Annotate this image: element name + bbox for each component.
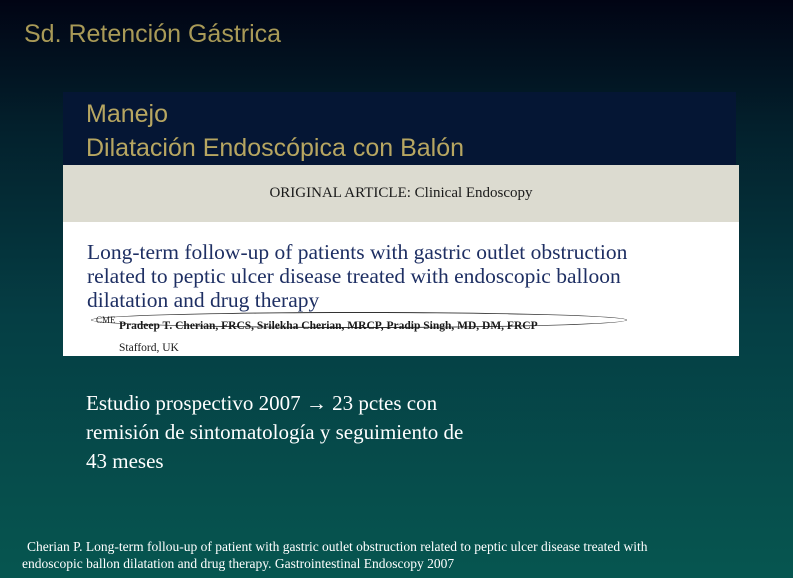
study-line: 43 meses <box>86 449 164 473</box>
article-header: ORIGINAL ARTICLE: Clinical Endoscopy <box>63 165 739 222</box>
cme-badge: CME <box>91 312 627 328</box>
article-title-line-text: dilatation and drug therapy <box>87 288 320 312</box>
article-affiliation: Stafford, UK <box>119 342 179 354</box>
article-title-line: Long-term follow-up of patients with gastric outlet obstruction <box>87 240 628 264</box>
citation-line: endoscopic ballon dilatation and drug therapy. Gastrointestinal Endoscopy 2007 <box>22 556 455 571</box>
subtitle-line: Manejo <box>86 100 168 128</box>
subtitle-line: Dilatación Endoscópica con Balón <box>86 134 465 162</box>
citation-line: Cherian P. Long-term follou-up of patient with gastric outlet obstruction related to peptic ulcer disease treated with <box>27 539 648 554</box>
article-title <box>87 240 627 328</box>
citation <box>22 538 647 572</box>
article-title-line: related to peptic ulcer disease treated with endoscopic balloon <box>87 264 621 288</box>
article-authors: Pradeep T. Cherian, FRCS, Srilekha Cherian, MRCP, Pradip Singh, MD, DM, FRCP <box>119 320 538 332</box>
study-line: remisión de sintomatología y seguimiento de <box>86 420 464 444</box>
study-line: Estudio prospectivo 2007 → 23 pctes con <box>86 391 438 415</box>
study-summary <box>86 389 463 476</box>
slide-subtitle <box>86 97 464 165</box>
article-excerpt <box>63 165 739 356</box>
slide-title: Sd. Retención Gástrica <box>24 20 282 48</box>
